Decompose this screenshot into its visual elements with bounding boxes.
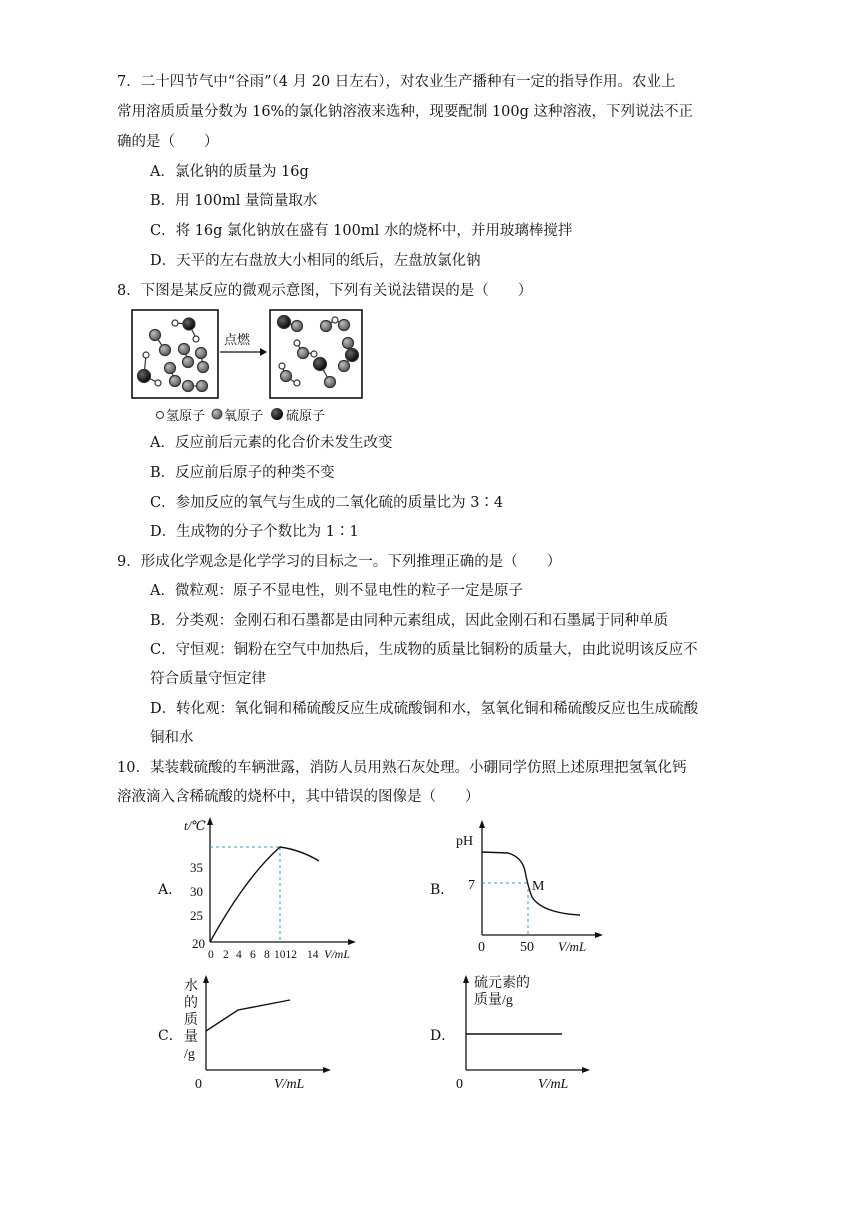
graph-d-origin: 0 — [456, 1077, 463, 1092]
q9-option-d-line-2: 铜和水 — [150, 730, 194, 746]
graph-b-ylabel: pH — [456, 834, 474, 849]
graph-d-ylabel-1: 硫元素的 — [474, 976, 530, 991]
q9-stem: 9．形成化学观念是化学学习的目标之一。下列推理正确的是（ ） — [117, 554, 562, 570]
q8-option-c: C．参加反应的氧气与生成的二氧化硫的质量比为 3∶4 — [150, 495, 504, 511]
graph-b-point-m: M — [532, 879, 545, 894]
graph-c-ylabel-5: /g — [184, 1047, 195, 1062]
graph-c-ylabel-2: 的 — [184, 996, 198, 1011]
q8-option-a: A．反应前后元素的化合价未发生改变 — [150, 435, 393, 451]
q7-stem-line-2: 常用溶质质量分数为 16%的氯化钠溶液来选种，现要配制 100g 这种溶液，下列说法不正 — [117, 104, 694, 120]
graph-c-ylabel-1: 水 — [184, 979, 198, 994]
hydrogen-legend-icon — [157, 412, 164, 419]
graph-b-label: B． — [430, 882, 455, 898]
graph-c-xlabel: V/mL — [274, 1077, 305, 1092]
graph-c-ylabel-4: 量 — [184, 1030, 198, 1045]
graph-a-xtick-0: 0 — [208, 949, 214, 961]
graph-b-ph — [450, 815, 610, 958]
reactant-molecules — [138, 318, 209, 392]
q7-option-b: B．用 100ml 量筒量取水 — [150, 193, 318, 209]
graph-a-xtick-8: 8 — [264, 949, 270, 961]
graph-a-xtick-14: 14 — [307, 949, 319, 961]
graph-a-xtick-2: 2 — [223, 949, 229, 961]
q10-stem-line-2: 溶液滴入含稀硫酸的烧杯中，其中错误的图像是（ ） — [117, 789, 480, 805]
graph-a-label: A． — [158, 882, 183, 898]
product-molecules — [278, 316, 359, 388]
graph-c-line — [206, 1000, 290, 1031]
graph-b-ytick-7: 7 — [468, 878, 475, 893]
graph-c-ylabel-3: 质 — [184, 1013, 198, 1028]
legend-hydrogen: 氢原子 — [166, 408, 206, 423]
q7-stem-line-3: 确的是（ ） — [117, 134, 219, 150]
graph-a-xlabel: V/mL — [324, 947, 351, 961]
legend-sulfur: 硫原子 — [286, 408, 326, 423]
graph-c-label: C． — [158, 1028, 183, 1044]
graph-a-ytick-35: 35 — [190, 860, 203, 875]
q8-option-d: D．生成物的分子个数比为 1∶1 — [150, 524, 359, 540]
graph-a-ytick-30: 30 — [190, 884, 203, 899]
q7-option-c: C．将 16g 氯化钠放在盛有 100ml 水的烧杯中，并用玻璃棒搅拌 — [150, 223, 573, 239]
arrow-label: 点燃 — [224, 332, 251, 347]
q9-option-b: B．分类观：金刚石和石墨都是由同种元素组成，因此金刚石和石墨属于同种单质 — [150, 613, 669, 629]
q9-option-c-line-2: 符合质量守恒定律 — [150, 671, 266, 687]
q7-option-a: A．氯化钠的质量为 16g — [150, 164, 309, 180]
graph-a-ytick-20: 20 — [192, 936, 205, 951]
graph-c-origin: 0 — [195, 1077, 202, 1092]
graph-a-xtick-1012: 1012 — [274, 949, 297, 961]
q8-option-b: B．反应前后原子的种类不变 — [150, 465, 335, 481]
graph-d-ylabel-2: 质量/g — [474, 993, 513, 1008]
sulfur-legend-icon — [271, 408, 283, 420]
graph-d-xlabel: V/mL — [538, 1077, 569, 1092]
oxygen-legend-icon — [212, 409, 222, 419]
q7-stem-line-1: 7．二十四节气中“谷雨”（4 月 20 日左右），对农业生产播种有一定的指导作用。农业上 — [117, 74, 676, 90]
graph-a-temperature — [176, 812, 366, 962]
graph-a-ylabel: t/℃ — [184, 818, 206, 833]
graph-b-xtick-50: 50 — [520, 940, 534, 955]
graph-a-xtick-4: 4 — [236, 949, 242, 961]
graph-b-xtick-0: 0 — [478, 940, 485, 955]
q9-option-a: A．微粒观：原子不显电性，则不显电性的粒子一定是原子 — [150, 583, 523, 599]
graph-b-xlabel: V/mL — [558, 939, 587, 954]
graph-a-curve — [210, 847, 319, 942]
q9-option-d-line-1: D．转化观：氧化铜和稀硫酸反应生成硫酸铜和水，氢氧化铜和稀硫酸反应也生成硫酸 — [150, 701, 699, 717]
graph-a-xtick-6: 6 — [250, 949, 256, 961]
graph-d-sulfur-mass — [450, 970, 600, 1094]
q8-stem: 8．下图是某反应的微观示意图，下列有关说法错误的是（ ） — [117, 283, 533, 299]
legend-oxygen: 氧原子 — [224, 408, 264, 423]
q7-option-d: D．天平的左右盘放大小相同的纸后，左盘放氯化钠 — [150, 253, 481, 269]
graph-a-ytick-25: 25 — [190, 908, 203, 923]
q10-stem-line-1: 10．某装载硫酸的车辆泄露，消防人员用熟石灰处理。小硼同学仿照上述原理把氢氧化钙 — [117, 760, 687, 776]
reaction-micro-diagram — [130, 308, 370, 426]
q9-option-c-line-1: C．守恒观：铜粉在空气中加热后，生成物的质量比铜粉的质量大，由此说明该反应不 — [150, 642, 698, 658]
graph-c-water-mass — [176, 970, 336, 1094]
graph-d-label: D． — [430, 1028, 456, 1044]
